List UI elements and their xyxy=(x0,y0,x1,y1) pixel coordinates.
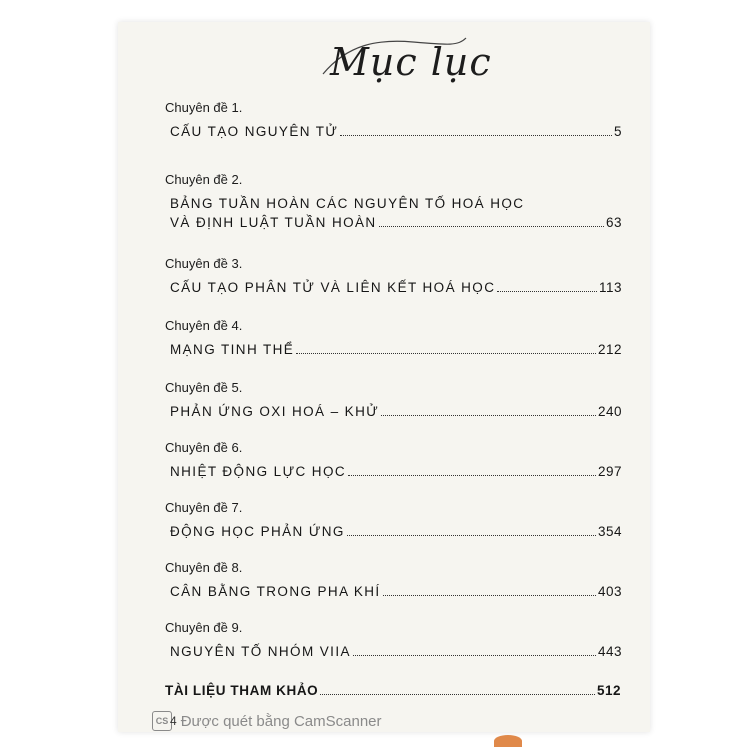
dot-leader xyxy=(296,353,596,354)
toc-entry-line xyxy=(170,215,622,230)
chapter-label: Chuyên đề 4. xyxy=(165,318,243,333)
camscanner-logo-icon: CS xyxy=(152,711,172,731)
dot-leader xyxy=(383,595,596,596)
chapter-title: NGUYÊN TỐ NHÓM VIIA xyxy=(170,644,351,659)
dot-leader xyxy=(379,226,604,227)
scanner-watermark xyxy=(152,711,382,731)
dot-leader xyxy=(497,291,597,292)
page-title: Mục lục xyxy=(330,40,492,84)
page-number: 4 xyxy=(170,714,177,728)
dot-leader xyxy=(348,475,596,476)
toc-entry-line xyxy=(170,280,622,295)
chapter-title: MẠNG TINH THỂ xyxy=(170,342,295,357)
chapter-page-number: 113 xyxy=(598,280,622,295)
chapter-label: Chuyên đề 1. xyxy=(165,100,243,115)
chapter-title: CÂN BẰNG TRONG PHA KHÍ xyxy=(170,584,381,599)
toc-entry-line xyxy=(170,584,622,599)
chapter-page-number: 354 xyxy=(597,524,622,539)
toc-entry-line xyxy=(170,342,622,357)
chapter-label: Chuyên đề 3. xyxy=(165,256,243,271)
toc-entry-line xyxy=(170,464,622,479)
chapter-title: PHẢN ỨNG OXI HOÁ – KHỬ xyxy=(170,404,380,419)
chapter-label: Chuyên đề 5. xyxy=(165,380,243,395)
chapter-label: Chuyên đề 9. xyxy=(165,620,243,635)
dot-leader xyxy=(353,655,596,656)
chapter-page-number: 240 xyxy=(597,404,622,419)
chapter-title: VÀ ĐỊNH LUẬT TUẦN HOÀN xyxy=(170,215,377,230)
chapter-title: CẤU TẠO PHÂN TỬ VÀ LIÊN KẾT HOÁ HỌC xyxy=(170,280,496,295)
chapter-label: Chuyên đề 7. xyxy=(165,500,243,515)
toc-entry-line xyxy=(170,124,622,139)
decorative-orange-shape xyxy=(494,735,522,747)
chapter-page-number: 443 xyxy=(597,644,622,659)
dot-leader xyxy=(381,415,596,416)
chapter-page-number: 297 xyxy=(597,464,622,479)
dot-leader xyxy=(340,135,612,136)
chapter-page-number: 212 xyxy=(597,342,622,357)
chapter-title: CẤU TẠO NGUYÊN TỬ xyxy=(170,124,339,139)
chapter-label: Chuyên đề 6. xyxy=(165,440,243,455)
chapter-title: ĐỘNG HỌC PHẢN ỨNG xyxy=(170,524,345,539)
watermark-text: Được quét bằng CamScanner xyxy=(180,712,382,730)
chapter-page-number: 63 xyxy=(605,215,622,230)
references-entry xyxy=(165,683,621,698)
chapter-title: BẢNG TUẦN HOÀN CÁC NGUYÊN TỐ HOÁ HỌC xyxy=(170,196,525,211)
toc-entry-line xyxy=(170,196,622,211)
toc-entry-line xyxy=(170,644,622,659)
references-label: TÀI LIỆU THAM KHẢO xyxy=(165,683,319,698)
dot-leader xyxy=(320,694,595,695)
references-page: 512 xyxy=(596,683,621,698)
chapter-label: Chuyên đề 8. xyxy=(165,560,243,575)
toc-entry-line xyxy=(170,524,622,539)
chapter-title: NHIỆT ĐỘNG LỰC HỌC xyxy=(170,464,346,479)
toc-entry-line xyxy=(170,404,622,419)
chapter-label: Chuyên đề 2. xyxy=(165,172,243,187)
dot-leader xyxy=(347,535,596,536)
chapter-page-number: 403 xyxy=(597,584,622,599)
chapter-page-number: 5 xyxy=(613,124,622,139)
